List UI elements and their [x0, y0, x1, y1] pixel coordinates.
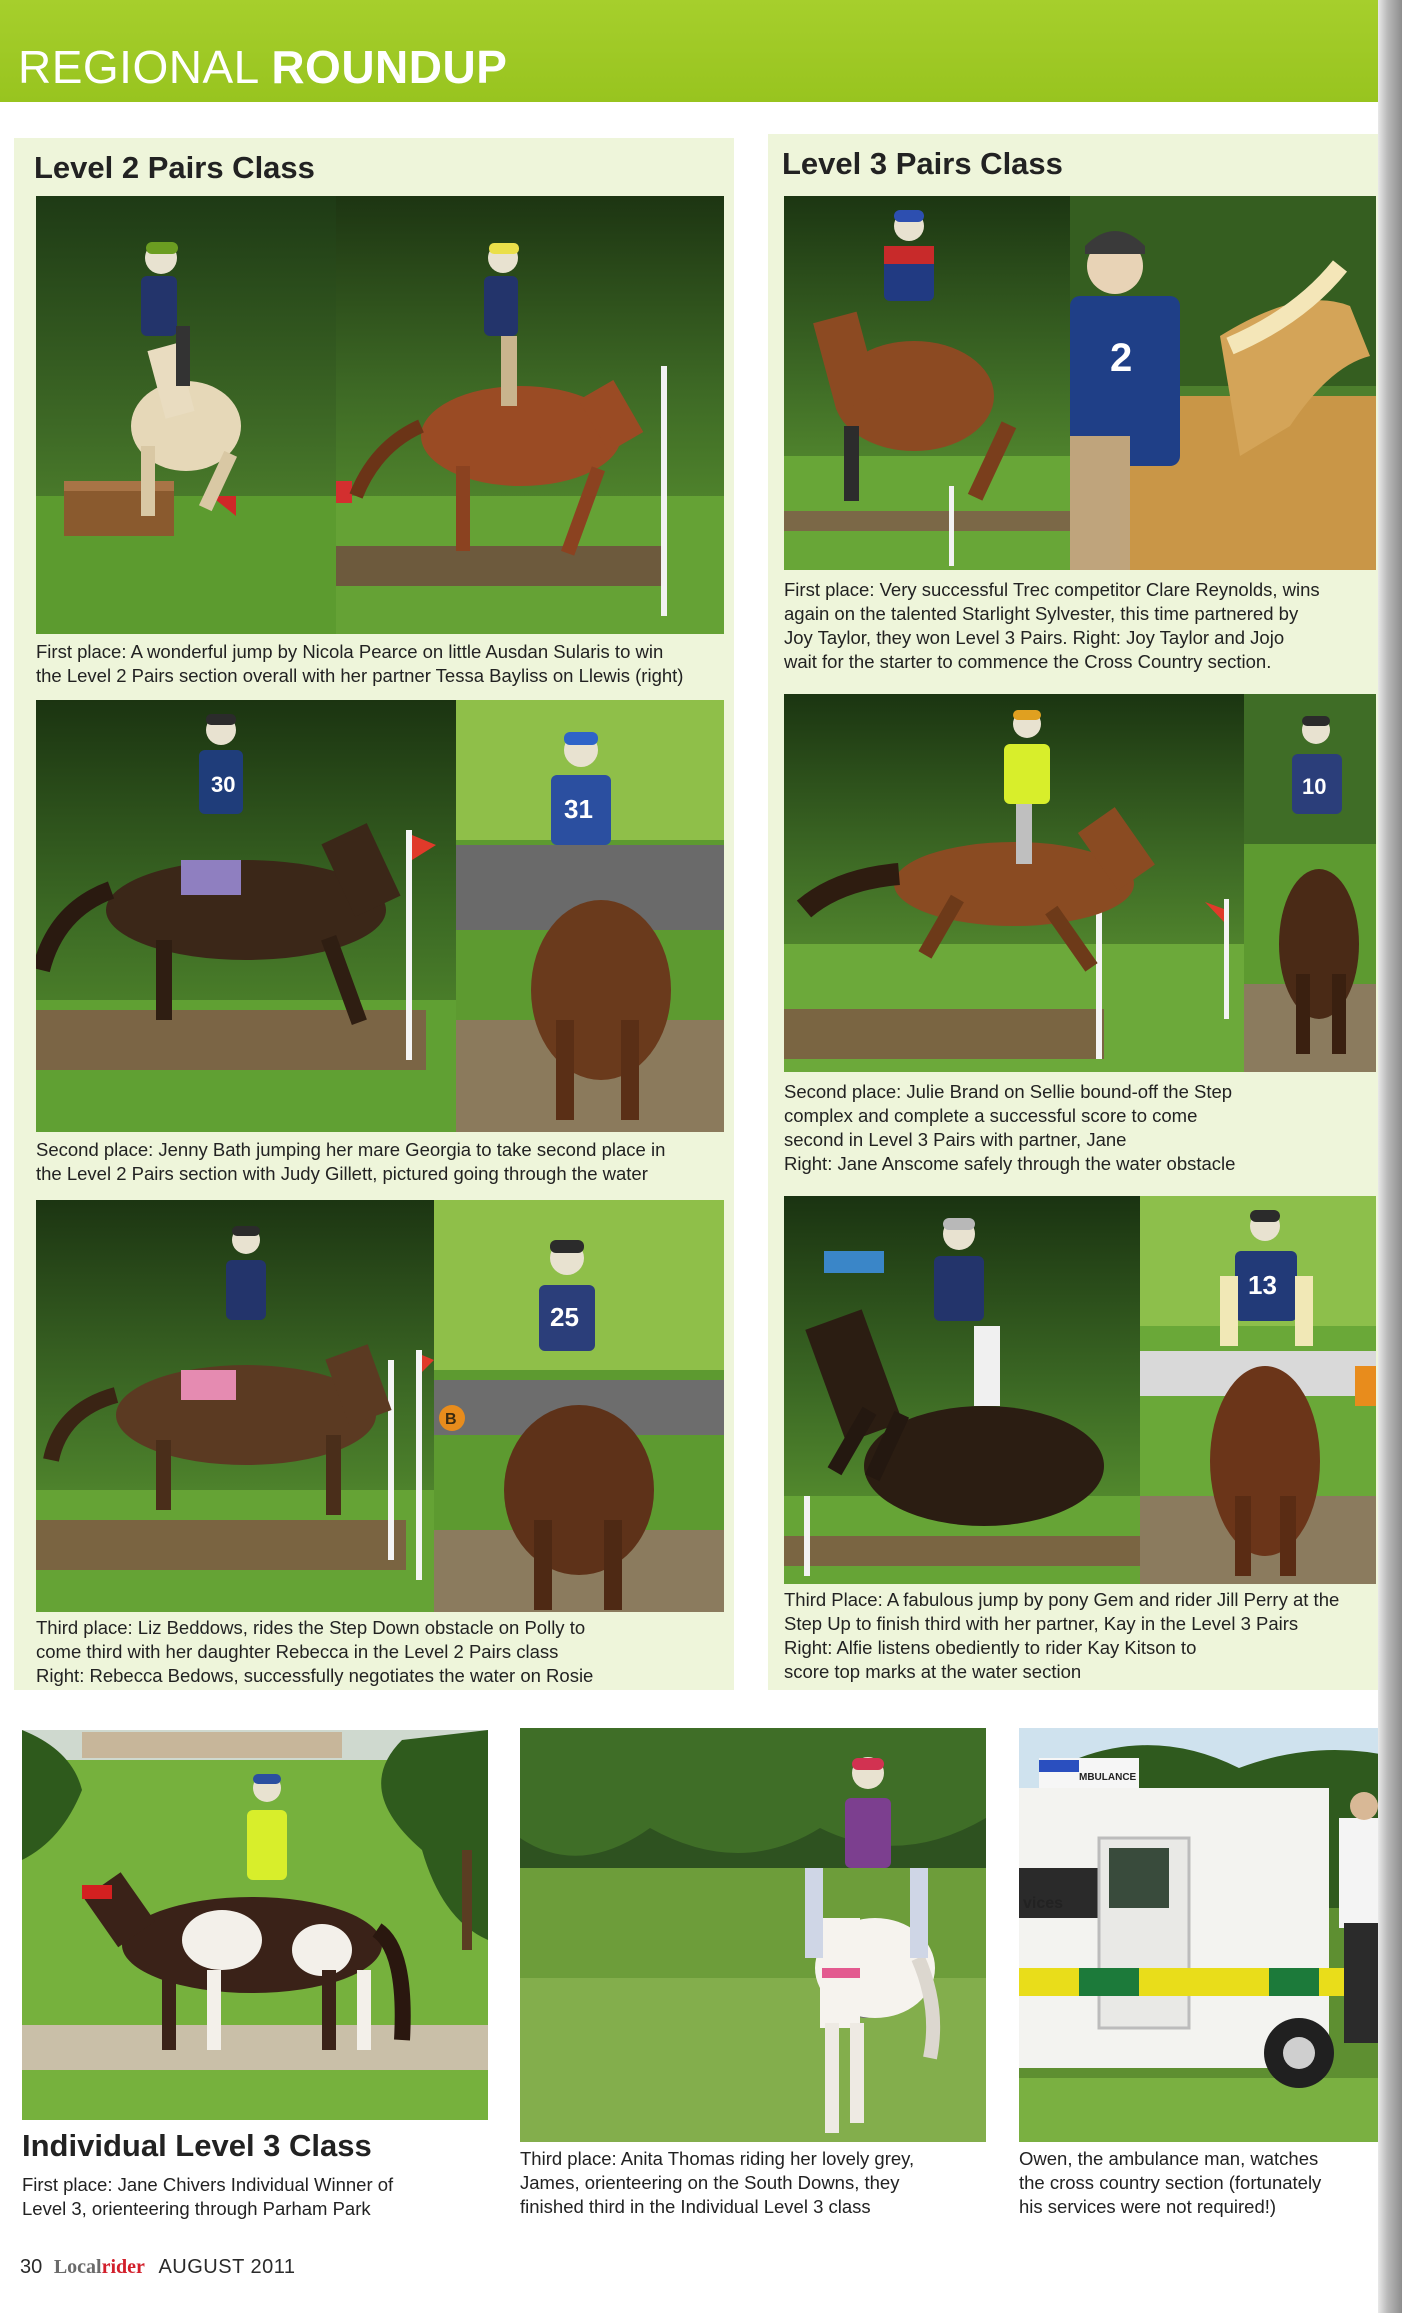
photo-l3-second-jump [784, 694, 1244, 1072]
caption-l3-first [784, 578, 1374, 674]
caption-l3-second-line: second in Level 3 Pairs with partner, Jane [784, 1129, 1127, 1150]
caption-individual-first-line: Level 3, orienteering through Parham Park [22, 2198, 371, 2219]
level3-title: Level 3 Pairs Class [782, 146, 1063, 181]
bib-number: 30 [211, 772, 236, 797]
bib-number: 13 [1248, 1270, 1277, 1300]
caption-l3-second-line: Right: Jane Anscome safely through the water obstacle [784, 1153, 1236, 1174]
header-band [0, 0, 1378, 102]
caption-l3-third-line: Right: Alfie listens obediently to rider Kay Kitson to [784, 1637, 1197, 1658]
caption-l2-third-line: come third with her daughter Rebecca in the Level 2 Pairs class [36, 1641, 559, 1662]
caption-individual-third [520, 2147, 990, 2219]
photo-l2-third-water [434, 1200, 724, 1612]
page-number: 30 [20, 2256, 43, 2278]
caption-individual-third-line: James, orienteering on the South Downs, they [520, 2172, 900, 2193]
bib-number: 31 [564, 794, 593, 824]
ambulance-roof-text: MBULANCE [1079, 1772, 1137, 1783]
caption-l3-second-line: Second place: Julie Brand on Sellie bound-off the Step [784, 1081, 1233, 1102]
caption-l3-second-line: complex and complete a successful score to come [784, 1105, 1198, 1126]
caption-l2-first [36, 640, 726, 688]
caption-l3-second [784, 1080, 1374, 1176]
bib-number: 25 [550, 1302, 579, 1332]
photo-l3-third-water [1140, 1196, 1376, 1584]
photo-l3-third-stepup [784, 1196, 1140, 1584]
level3-panel [768, 134, 1378, 1690]
caption-l2-third-line: Third place: Liz Beddows, rides the Step Down obstacle on Polly to [36, 1617, 586, 1638]
page-title-light: REGIONAL [18, 41, 272, 93]
photo-l2-first-partner [336, 196, 724, 634]
photo-l2-first-jump [36, 196, 336, 634]
caption-l3-first-line: First place: Very successful Trec competitor Clare Reynolds, wins [784, 579, 1320, 600]
caption-l3-third-line: score top marks at the water section [784, 1661, 1082, 1682]
caption-l2-second-line: the Level 2 Pairs section with Judy Gillett, pictured going through the water [36, 1163, 648, 1184]
caption-ambulance-line: his services were not required!) [1019, 2196, 1277, 2217]
level2-title: Level 2 Pairs Class [34, 150, 315, 185]
caption-ambulance [1019, 2147, 1379, 2219]
issue-date: AUGUST 2011 [158, 2256, 296, 2278]
caption-l3-third-line: Step Up to finish third with her partner, Kay in the Level 3 Pairs [784, 1613, 1299, 1634]
photo-individual-third [520, 1728, 986, 2142]
photo-l2-third-stepdown [36, 1200, 434, 1612]
caption-individual-third-line: Third place: Anita Thomas riding her lovely grey, [520, 2148, 915, 2169]
caption-l2-second-line: Second place: Jenny Bath jumping her mare Georgia to take second place in [36, 1139, 666, 1160]
magazine-name-local: Local [53, 2256, 102, 2278]
photo-l3-first-partner [1070, 196, 1376, 570]
caption-l2-third [36, 1616, 726, 1688]
caption-l2-third-line: Right: Rebecca Bedows, successfully negotiates the water on Rosie [36, 1665, 594, 1686]
caption-l3-first-line: Joy Taylor, they won Level 3 Pairs. Right: Joy Taylor and Jojo [784, 627, 1285, 648]
caption-l2-first-line: First place: A wonderful jump by Nicola Pearce on little Ausdan Sularis to win [36, 641, 664, 662]
photo-ambulance [1019, 1728, 1399, 2142]
photo-l2-second-jump [36, 700, 456, 1132]
photo-l3-second-water [1244, 694, 1376, 1072]
level2-panel [14, 138, 734, 1690]
photo-individual-first [22, 1730, 488, 2120]
photo-l3-first-jump [784, 196, 1070, 570]
caption-l3-third-line: Third Place: A fabulous jump by pony Gem and rider Jill Perry at the [784, 1589, 1340, 1610]
caption-l2-first-line: the Level 2 Pairs section overall with her partner Tessa Bayliss on Llewis (right) [36, 665, 684, 686]
caption-l3-third [784, 1588, 1374, 1684]
caption-l3-first-line: again on the talented Starlight Sylvester, this time partnered by [784, 603, 1299, 624]
magazine-name-rider: rider [101, 2256, 145, 2278]
bib-number: 10 [1302, 774, 1327, 799]
page-edge [1378, 0, 1402, 2313]
page-title [18, 41, 508, 93]
page-footer [20, 2256, 296, 2279]
ambulance-text: vices [1023, 1895, 1064, 1912]
caption-individual-first-line: First place: Jane Chivers Individual Winner of [22, 2174, 394, 2195]
caption-individual-third-line: finished third in the Individual Level 3 class [520, 2196, 871, 2217]
caption-l2-second [36, 1138, 726, 1186]
page-title-bold: ROUNDUP [271, 41, 508, 93]
caption-ambulance-line: the cross country section (fortunately [1019, 2172, 1322, 2193]
bib-number: 2 [1110, 336, 1133, 380]
individual-title: Individual Level 3 Class [22, 2128, 372, 2163]
fence-marker: B [445, 1411, 457, 1428]
caption-ambulance-line: Owen, the ambulance man, watches [1019, 2148, 1319, 2169]
caption-l3-first-line: wait for the starter to commence the Cross Country section. [784, 651, 1272, 672]
photo-l2-second-water [456, 700, 724, 1132]
caption-individual-first [22, 2173, 492, 2221]
